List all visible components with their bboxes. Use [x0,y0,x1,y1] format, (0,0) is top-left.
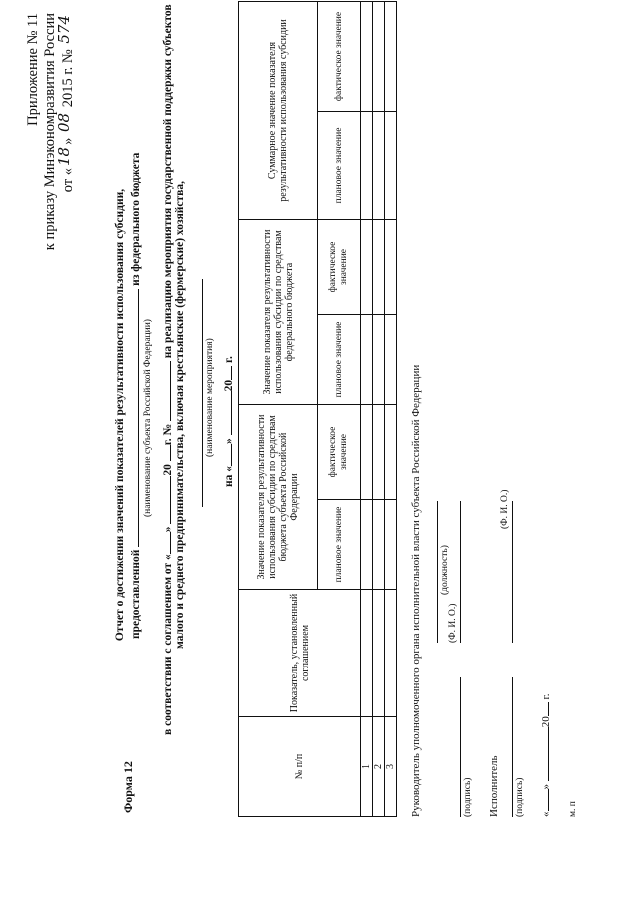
subject-blank-line [128,289,139,547]
table-cell [385,111,397,219]
sign-date-line [538,693,552,817]
agreement-year: 20 [162,464,174,476]
appendix-number-handwritten: 574 [55,15,73,44]
table-cell [361,590,373,717]
head-title: Руководитель уполномоченного органа исполнительной власти субъекта Российской Федерации [410,364,422,817]
agreement-year-blank [160,445,171,461]
agreement-no-label: г. № [162,423,174,446]
agreement-prefix: в соответствии с соглашением от « [162,554,174,735]
report-title-line-1: Отчет о достижении значений показателей результативности использования субсидии, [114,188,126,642]
table-cell [385,500,397,590]
form-label: Форма 12 [121,761,135,813]
agreement-day-blank [160,532,171,554]
position-line [437,501,438,643]
table-cell [373,315,385,405]
report-title-line-3 [160,4,175,735]
position-caption: (должность) [440,545,450,595]
executor-label: Исполнитель [488,755,500,817]
sign-date-open: « [540,811,552,817]
appendix-date-mid: » [60,137,76,145]
appendix-month-handwritten: 08 [55,112,73,133]
table-cell [361,219,373,314]
sign-date-year: 20 [540,716,552,728]
report-title-line-4: малого и среднего предпринимательства, включая крестьянские (фермерские) хозяйства, [174,180,186,650]
as-of-year-blank [221,366,232,380]
report-table [238,1,397,817]
fio-line-2 [512,501,513,643]
subject-caption: (наименование субъекта Российской Федерации) [143,319,153,517]
table-cell [385,315,397,405]
table-cell [385,219,397,314]
appendix-day-handwritten: 18 [55,146,73,166]
as-of-day-blank [221,444,232,466]
total-planned-header: плановое значение [318,111,361,219]
appendix-year-number: 2015 г. № [60,49,76,108]
row-number: 1 [361,717,373,817]
as-of-year: 20 [223,379,235,392]
table-cell [373,590,385,717]
table-cell [373,405,385,500]
appendix-line-2: к приказу Минэкономразвития России [42,13,58,251]
signature-caption-2: (подпись) [515,777,525,817]
table-cell [385,590,397,717]
report-title-line-2 [128,95,143,735]
group-federal-header: Значение показателя результативности использования субсидии по средствам федерального бюджета [239,219,318,404]
federal-planned-header: плановое значение [318,315,361,405]
table-cell [373,111,385,219]
sign-date-suffix: г. [540,693,552,700]
sign-month-blank [538,727,549,781]
table-cell [361,500,373,590]
event-caption: (наименование мероприятия) [205,338,215,457]
fio-caption-1: (Ф. И. О.) [448,603,458,643]
row-number: 3 [385,717,397,817]
fio-caption-2: (Ф. И. О.) [500,489,510,529]
from-budget-label: из федерального бюджета [130,152,142,286]
provided-label: предоставленной [130,549,142,639]
sign-day-blank [538,790,549,812]
agreement-month-blank [160,476,171,524]
col-indicator-header: Показатель, установленный соглашением [239,590,361,717]
stamp-place: м. п [568,801,578,817]
as-of-month-blank [221,391,232,435]
agreement-number-blank [160,361,171,421]
group-total-header: Суммарное значение показателя результативности использования субсидии [239,1,318,219]
table-cell [373,1,385,111]
sign-date-close: » [540,784,552,790]
sign-year-blank [538,702,549,716]
agreement-purpose: на реализацию мероприятия государственной поддержки субъектов [162,4,174,359]
event-name-blank-line [202,279,203,507]
regional-planned-header: плановое значение [318,500,361,590]
table-cell [373,500,385,590]
regional-actual-header: фактическое значение [318,405,361,500]
appendix-header [25,13,77,313]
table-cell [361,405,373,500]
as-of-prefix: на « [223,465,235,487]
federal-actual-header: фактическое значение [318,219,361,314]
col-number-header: № п/п [239,717,361,817]
appendix-line-1: Приложение № 11 [25,13,41,126]
table-cell [385,405,397,500]
table-row [385,1,397,816]
appendix-date-line [55,13,77,313]
total-actual-header: фактическое значение [318,1,361,111]
table-cell [373,219,385,314]
table-cell [361,111,373,219]
table-cell [361,315,373,405]
table-row [361,1,373,816]
report-as-of-line [221,356,235,487]
agreement-quote: » [162,526,174,533]
fio-line-1 [460,501,461,643]
signature-line-1 [460,677,461,817]
as-of-quote: » [223,438,235,444]
group-regional-header: Значение показателя результативности использования субсидии по средствам бюджета субъекта Российской Федерации [239,405,318,590]
as-of-suffix: г. [223,356,235,363]
table-cell [385,1,397,111]
signature-line-2 [512,677,513,817]
table-cell [361,1,373,111]
table-row [373,1,385,816]
signature-caption-1: (подпись) [463,777,473,817]
appendix-date-prefix: от « [60,167,76,193]
row-number: 2 [373,717,385,817]
